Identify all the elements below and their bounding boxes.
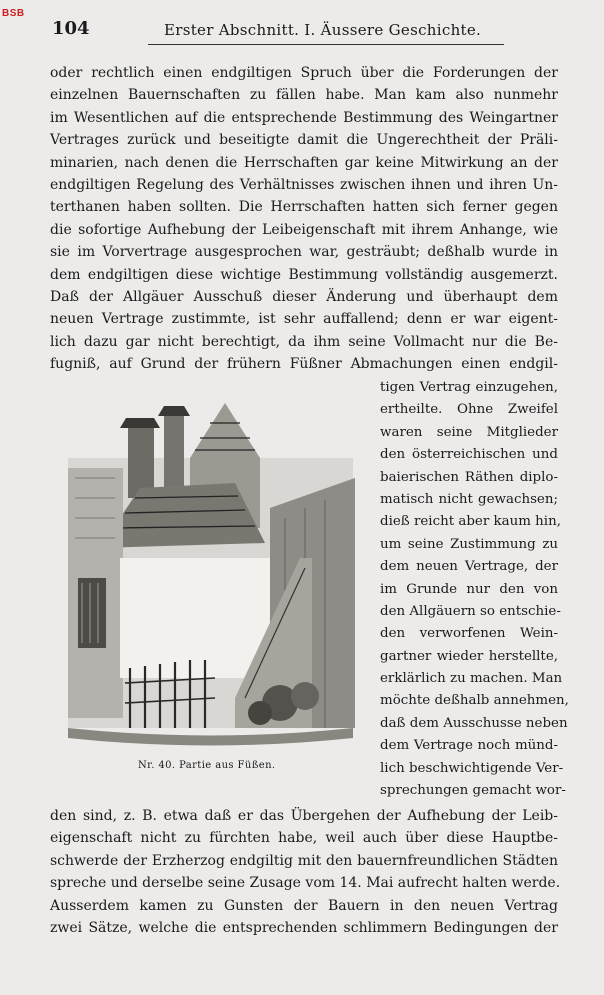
text-line: daß dem Ausschusse neben (380, 715, 568, 731)
text-line: um seine Zustimmung zu (380, 536, 558, 552)
text-line: oder rechtlich einen endgiltigen Spruch über die Forderungen der (50, 65, 558, 81)
text-line: eigenschaft nicht zu fürchten habe, weil auch über diese Hauptbe- (50, 830, 558, 847)
text-line: gartner wieder herstellte, (380, 648, 558, 664)
body-text-top (50, 62, 558, 375)
text-line: Ausserdem kamen zu Gunsten der Bauern in den neuen Vertrag (50, 897, 558, 914)
body-text-side (380, 377, 569, 802)
text-line: die sofortige Aufhebung der Leibeigenschaft mit ihrem Anhange, wie (50, 221, 558, 238)
text-line: lich beschwichtigende Ver- (380, 760, 564, 776)
page-number: 104 (52, 18, 90, 39)
text-line: ertheilte. Ohne Zweifel (380, 402, 558, 418)
running-head: Erster Abschnitt. I. Äussere Geschichte. (164, 21, 482, 39)
page-header (52, 18, 552, 44)
text-line: matisch nicht gewachsen; (380, 491, 558, 507)
text-line: im Wesentlichen auf die entsprechende Bestimmung des Weingartner (50, 109, 558, 126)
text-line: dem neuen Vertrage, der (380, 559, 558, 575)
text-line: Vertrages zurück und beseitigte damit die Ungerechtheit der Präli- (50, 132, 558, 149)
text-line: im Grunde nur den von (380, 581, 558, 597)
text-line: den sind, z. B. etwa daß er das Übergehen der Aufhebung der Leib- (50, 808, 558, 824)
text-line: waren seine Mitglieder (380, 424, 558, 440)
figure-caption: Nr. 40. Partie aus Füßen. (138, 760, 276, 771)
text-line: dem endgiltigen diese wichtige Bestimmung vollständig ausgemerzt. (50, 266, 558, 283)
text-line: dieß reicht aber kaum hin, (380, 514, 561, 530)
text-line: fugniß, auf Grund der frühern Füßner Abmachungen einen endgil- (50, 356, 558, 373)
library-stamp: BSB (2, 8, 25, 19)
text-line: den österreichischen und (380, 447, 558, 463)
illustration-houses (60, 398, 360, 758)
text-line: schwerde der Erzherzog endgiltig mit den bauernfreundlichen Städten (50, 852, 558, 869)
text-line: möchte deßhalb annehmen, (380, 693, 569, 709)
text-line: neuen Vertrage zustimmte, ist sehr auffallend; denn er war eigent- (50, 311, 558, 328)
text-line: baierischen Räthen diplo- (380, 469, 558, 485)
text-line: den Allgäuern so entschie- (380, 603, 561, 619)
text-line: Daß der Allgäuer Ausschuß dieser Änderung und überhaupt dem (50, 288, 558, 305)
text-line: terthanen haben sollten. Die Herrschaften hatten sich ferner gegen (50, 199, 558, 216)
text-line: sie im Vorvertrage ausgesprochen war, gesträubt; deßhalb wurde in (50, 244, 558, 261)
body-text-bottom (50, 805, 561, 939)
text-line: erklärlich zu machen. Man (380, 671, 563, 687)
text-line: den verworfenen Wein- (380, 626, 558, 642)
text-line: zwei Sätze, welche die entsprechenden schlimmern Bedingungen der (50, 919, 558, 936)
text-line: tigen Vertrag einzugehen, (380, 380, 558, 395)
text-line: einzelnen Bauernschaften zu fällen habe. Man kam also nunmehr (50, 87, 558, 104)
text-line: dem Vertrage noch münd- (380, 738, 558, 754)
text-line: lich dazu gar nicht berechtigt, da ihm seine Vollmacht nur die Be- (50, 333, 558, 350)
text-line: minarien, nach denen die Herrschaften gar keine Mitwirkung an der (50, 154, 558, 171)
text-line: spreche und derselbe seine Zusage vom 14. Mai aufrecht halten werde. (50, 875, 561, 892)
text-line: endgiltigen Regelung des Verhältnisses zwischen ihnen und ihren Un- (50, 176, 558, 193)
text-line: sprechungen gemacht wor- (380, 783, 566, 799)
header-rule (148, 44, 504, 45)
